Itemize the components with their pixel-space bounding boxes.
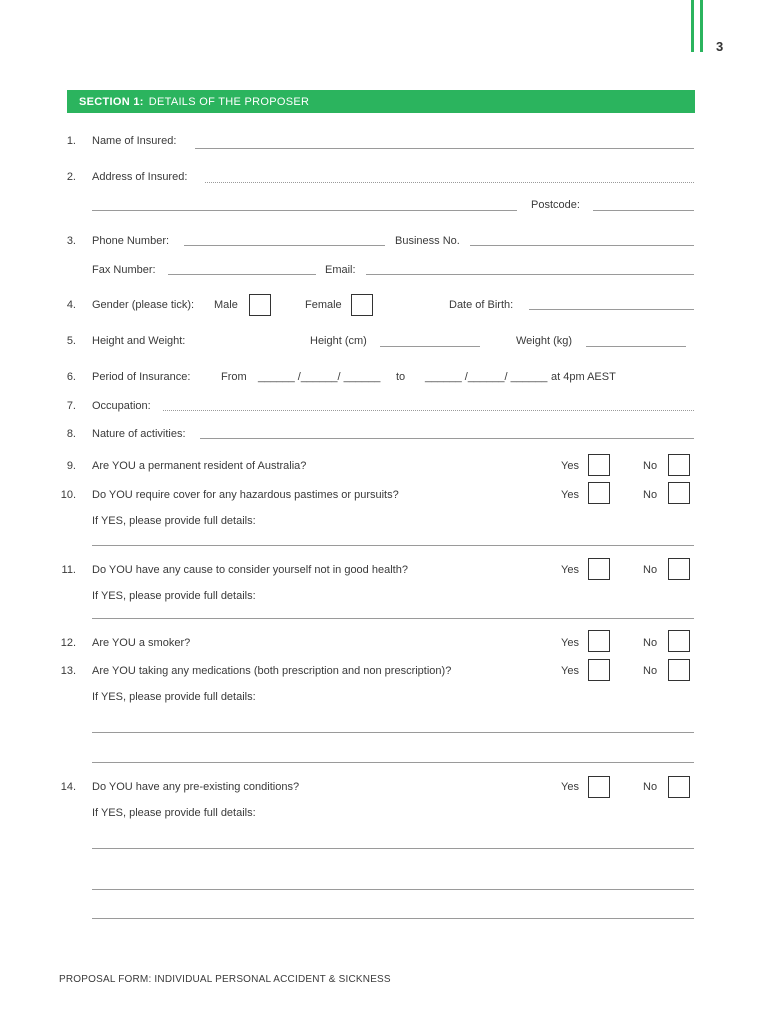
height-weight-label: Height and Weight: <box>92 335 186 347</box>
section-title: DETAILS OF THE PROPOSER <box>148 95 310 108</box>
health-yes-checkbox[interactable] <box>588 558 610 580</box>
q12-number: 12. <box>60 637 76 649</box>
weight-field[interactable] <box>586 346 686 347</box>
q8-number: 8. <box>66 428 76 440</box>
no-label: No <box>643 781 658 793</box>
fax-number-label: Fax Number: <box>92 264 156 276</box>
pre-existing-details-label: If YES, please provide full details: <box>92 807 256 819</box>
time-label: at 4pm AEST <box>551 371 616 383</box>
pre-existing-details-field-3[interactable] <box>92 918 694 919</box>
hazardous-yes-checkbox[interactable] <box>588 482 610 504</box>
gender-label: Gender (please tick): <box>92 299 195 311</box>
no-label: No <box>643 460 658 472</box>
nature-of-activities-field[interactable] <box>200 438 694 439</box>
medications-question: Are YOU taking any medications (both prescription and non prescription)? <box>92 665 452 677</box>
section-header <box>67 90 695 113</box>
medications-yes-checkbox[interactable] <box>588 659 610 681</box>
occupation-label: Occupation: <box>92 400 151 412</box>
smoker-no-checkbox[interactable] <box>668 630 690 652</box>
resident-yes-checkbox[interactable] <box>588 454 610 476</box>
postcode-field[interactable] <box>593 210 694 211</box>
no-label: No <box>643 564 658 576</box>
hazardous-pastimes-question: Do YOU require cover for any hazardous pastimes or pursuits? <box>92 489 399 501</box>
no-label: No <box>643 665 658 677</box>
height-label: Height (cm) <box>310 335 367 347</box>
hazardous-details-label: If YES, please provide full details: <box>92 515 256 527</box>
pre-existing-details-field-2[interactable] <box>92 889 694 890</box>
yes-label: Yes <box>561 665 579 677</box>
q13-number: 13. <box>60 665 76 677</box>
footer-text: PROPOSAL FORM: INDIVIDUAL PERSONAL ACCIDENT & SICKNESS <box>59 974 391 985</box>
business-number-field[interactable] <box>470 245 694 246</box>
medications-no-checkbox[interactable] <box>668 659 690 681</box>
medications-details-label: If YES, please provide full details: <box>92 691 256 703</box>
q10-number: 10. <box>60 489 76 501</box>
q5-number: 5. <box>66 335 76 347</box>
weight-label: Weight (kg) <box>516 335 573 347</box>
email-field[interactable] <box>366 274 694 275</box>
pre-existing-yes-checkbox[interactable] <box>588 776 610 798</box>
yes-label: Yes <box>561 489 579 501</box>
from-date-field[interactable]: ______ /______/ ______ <box>258 371 381 383</box>
q11-number: 11. <box>61 564 76 576</box>
from-label: From <box>221 371 247 383</box>
health-details-label: If YES, please provide full details: <box>92 590 256 602</box>
good-health-question: Do YOU have any cause to consider yourself not in good health? <box>92 564 408 576</box>
smoker-question: Are YOU a smoker? <box>92 637 191 649</box>
hazardous-no-checkbox[interactable] <box>668 482 690 504</box>
q9-number: 9. <box>66 460 76 472</box>
no-label: No <box>643 637 658 649</box>
to-date-field[interactable]: ______ /______/ ______ <box>425 371 548 383</box>
section-number: SECTION 1: <box>79 95 144 108</box>
fax-number-field[interactable] <box>168 274 316 275</box>
q14-number: 14. <box>60 781 76 793</box>
phone-number-label: Phone Number: <box>92 235 170 247</box>
female-checkbox[interactable] <box>351 294 373 316</box>
pre-existing-details-field-1[interactable] <box>92 848 694 849</box>
address-field-line-2[interactable] <box>92 210 517 211</box>
date-of-birth-label: Date of Birth: <box>449 299 514 311</box>
postcode-label: Postcode: <box>531 199 580 211</box>
medications-details-field-1[interactable] <box>92 732 694 733</box>
occupation-field[interactable] <box>163 410 694 411</box>
female-label: Female <box>305 299 342 311</box>
name-of-insured-field[interactable] <box>195 148 694 149</box>
address-label: Address of Insured: <box>92 171 188 183</box>
business-number-label: Business No. <box>395 235 460 247</box>
q2-number: 2. <box>66 171 76 183</box>
male-checkbox[interactable] <box>249 294 271 316</box>
yes-label: Yes <box>561 460 579 472</box>
to-label: to <box>396 371 406 383</box>
decorative-bar-right <box>700 0 703 52</box>
smoker-yes-checkbox[interactable] <box>588 630 610 652</box>
no-label: No <box>643 489 658 501</box>
pre-existing-question: Do YOU have any pre-existing conditions? <box>92 781 300 793</box>
name-of-insured-label: Name of Insured: <box>92 135 177 147</box>
nature-of-activities-label: Nature of activities: <box>92 428 186 440</box>
male-label: Male <box>214 299 238 311</box>
email-label: Email: <box>325 264 356 276</box>
address-field-line-1[interactable] <box>205 182 694 183</box>
q3-number: 3. <box>66 235 76 247</box>
pre-existing-no-checkbox[interactable] <box>668 776 690 798</box>
yes-label: Yes <box>561 564 579 576</box>
q7-number: 7. <box>66 400 76 412</box>
yes-label: Yes <box>561 781 579 793</box>
health-details-field[interactable] <box>92 618 694 619</box>
q6-number: 6. <box>66 371 76 383</box>
q4-number: 4. <box>66 299 76 311</box>
yes-label: Yes <box>561 637 579 649</box>
phone-number-field[interactable] <box>184 245 385 246</box>
resident-no-checkbox[interactable] <box>668 454 690 476</box>
resident-question: Are YOU a permanent resident of Australia? <box>92 460 307 472</box>
health-no-checkbox[interactable] <box>668 558 690 580</box>
q1-number: 1. <box>66 135 76 147</box>
page-number: 3 <box>716 39 724 54</box>
decorative-bar-left <box>691 0 694 52</box>
hazardous-details-field[interactable] <box>92 545 694 546</box>
period-of-insurance-label: Period of Insurance: <box>92 371 191 383</box>
height-field[interactable] <box>380 346 480 347</box>
date-of-birth-field[interactable] <box>529 309 694 310</box>
medications-details-field-2[interactable] <box>92 762 694 763</box>
